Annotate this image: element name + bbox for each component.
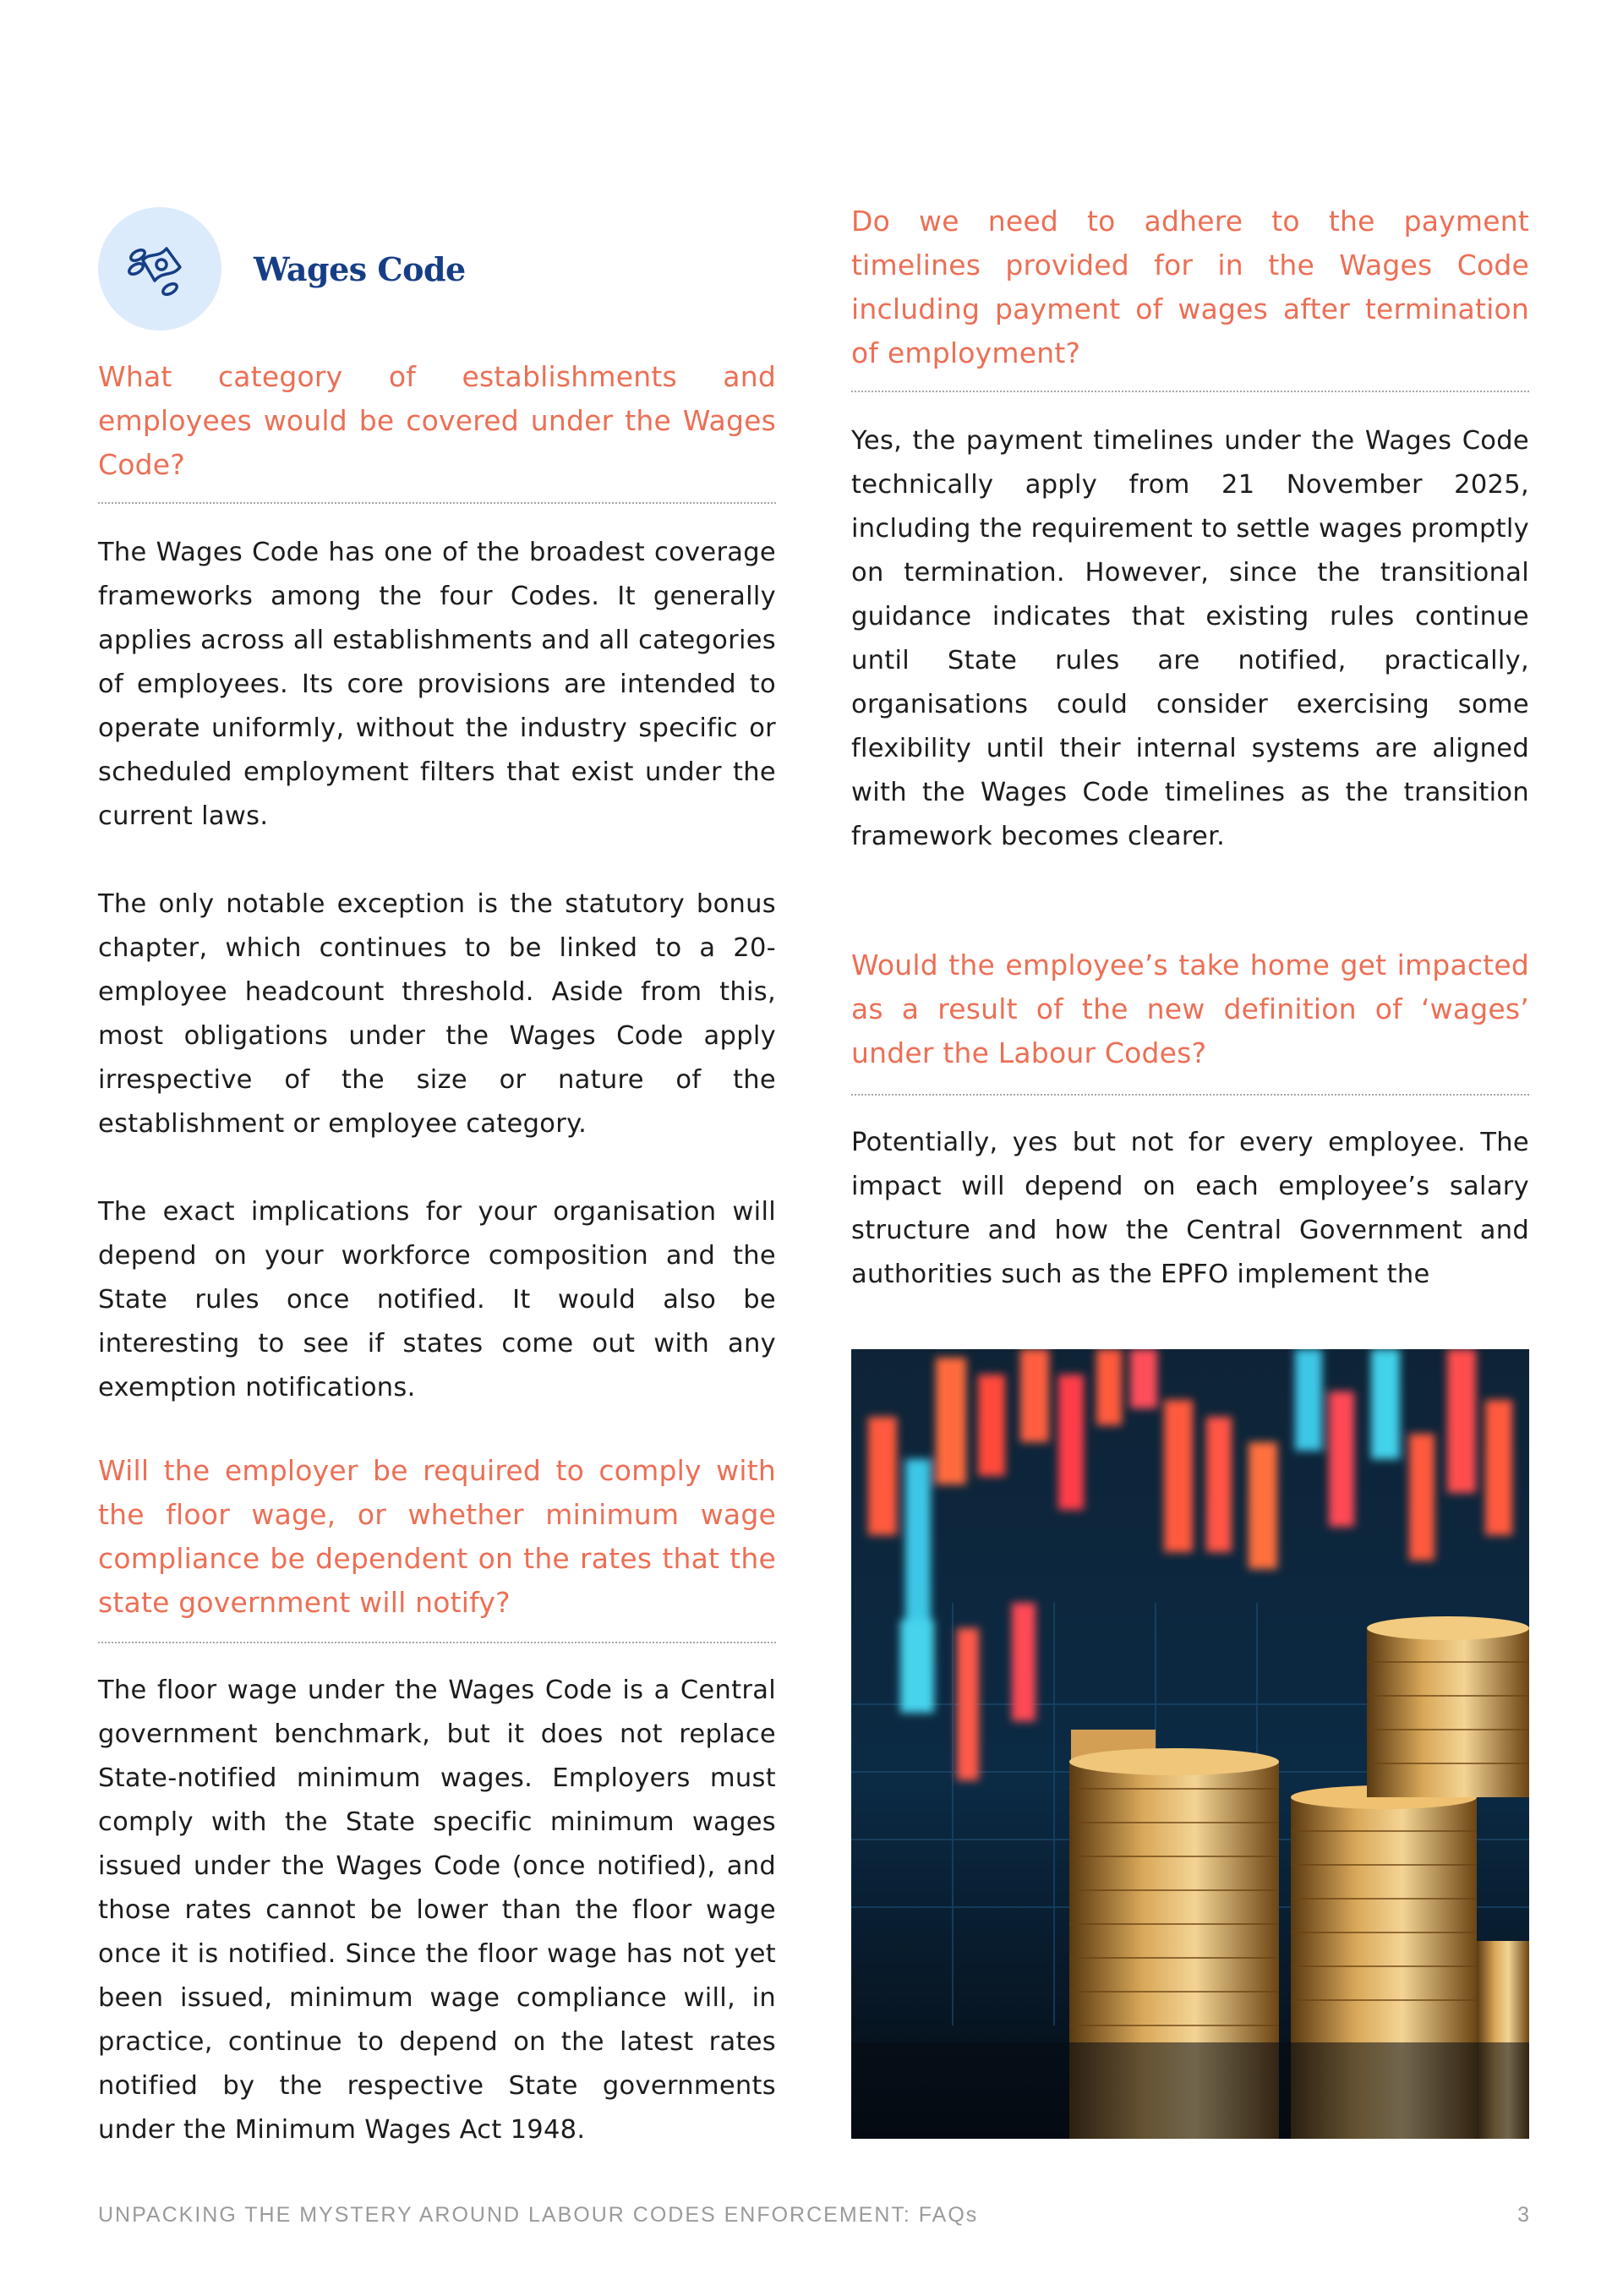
divider [851, 391, 1529, 392]
footer-title: UNPACKING THE MYSTERY AROUND LABOUR CODES ENFORCEMENT: FAQs [98, 2203, 979, 2227]
page-number: 3 [1517, 2203, 1529, 2227]
answer-paragraph: The exact implications for your organisation will depend on your workforce composition and the State rules once notified. It would also be interesting to see if states come out with any exemption notifications. [98, 1197, 776, 1402]
answer-paragraph: The floor wage under the Wages Code is a Central government benchmark, but it does not replace State-notified minimum wages. Employers must comply with the State specific minimum wages issued under the Wages Code (once notified), and those rates cannot be lower than the floor wage once it is notified. Since the floor wage has not yet been issued, minimum wage compliance will, in practice, continue to depend on the latest rates notified by the respective State governments under the Minimum Wages Act 1948. [98, 1676, 776, 2145]
question-heading: Do we need to adhere to the payment timelines provided for in the Wages Code including payment of wages after termination of employment? [851, 205, 1529, 369]
question-heading: What category of establishments and employees would be covered under the Wages Code? [98, 360, 776, 481]
divider [98, 502, 776, 504]
answer-paragraph: Potentially, yes but not for every employee. The impact will depend on each employee’s salary structure and how the Central Government and authorities such as the EPFO implement the [851, 1128, 1529, 1289]
divider [98, 1642, 776, 1643]
coins-chart-photo [851, 1349, 1529, 2139]
section-header [98, 206, 466, 331]
question-heading: Will the employer be required to comply with the floor wage, or whether minimum wage compliance be dependent on the rates that the state government will notify? [98, 1454, 776, 1619]
section-title: Wages Code [254, 249, 466, 288]
money-icon [98, 207, 221, 331]
answer-paragraph: The only notable exception is the statutory bonus chapter, which continues to be linked to a 20-employee headcount threshold. Aside from this, most obligations under the Wages Code apply irrespective of the size or nature of the establishment or employee category. [98, 889, 776, 1139]
answer-paragraph: Yes, the payment timelines under the Wages Code technically apply from 21 November 2025, including the requirement to settle wages promptly on termination. However, since the transitional guidance indicates that existing rules continue until State rules are notified, practically, organisations could consider exercising some flexibility until their internal systems are aligned with the Wages Code timelines as the transition framework becomes clearer. [851, 426, 1529, 851]
divider [851, 1094, 1529, 1096]
question-heading: Would the employee’s take home get impacted as a result of the new definition of ‘wages’ under the Labour Codes? [851, 948, 1529, 1069]
answer-paragraph: The Wages Code has one of the broadest coverage frameworks among the four Codes. It generally applies across all establishments and all categories of employees. Its core provisions are intended to operate uniformly, without the industry specific or scheduled employment filters that exist under the current laws. [98, 538, 776, 831]
